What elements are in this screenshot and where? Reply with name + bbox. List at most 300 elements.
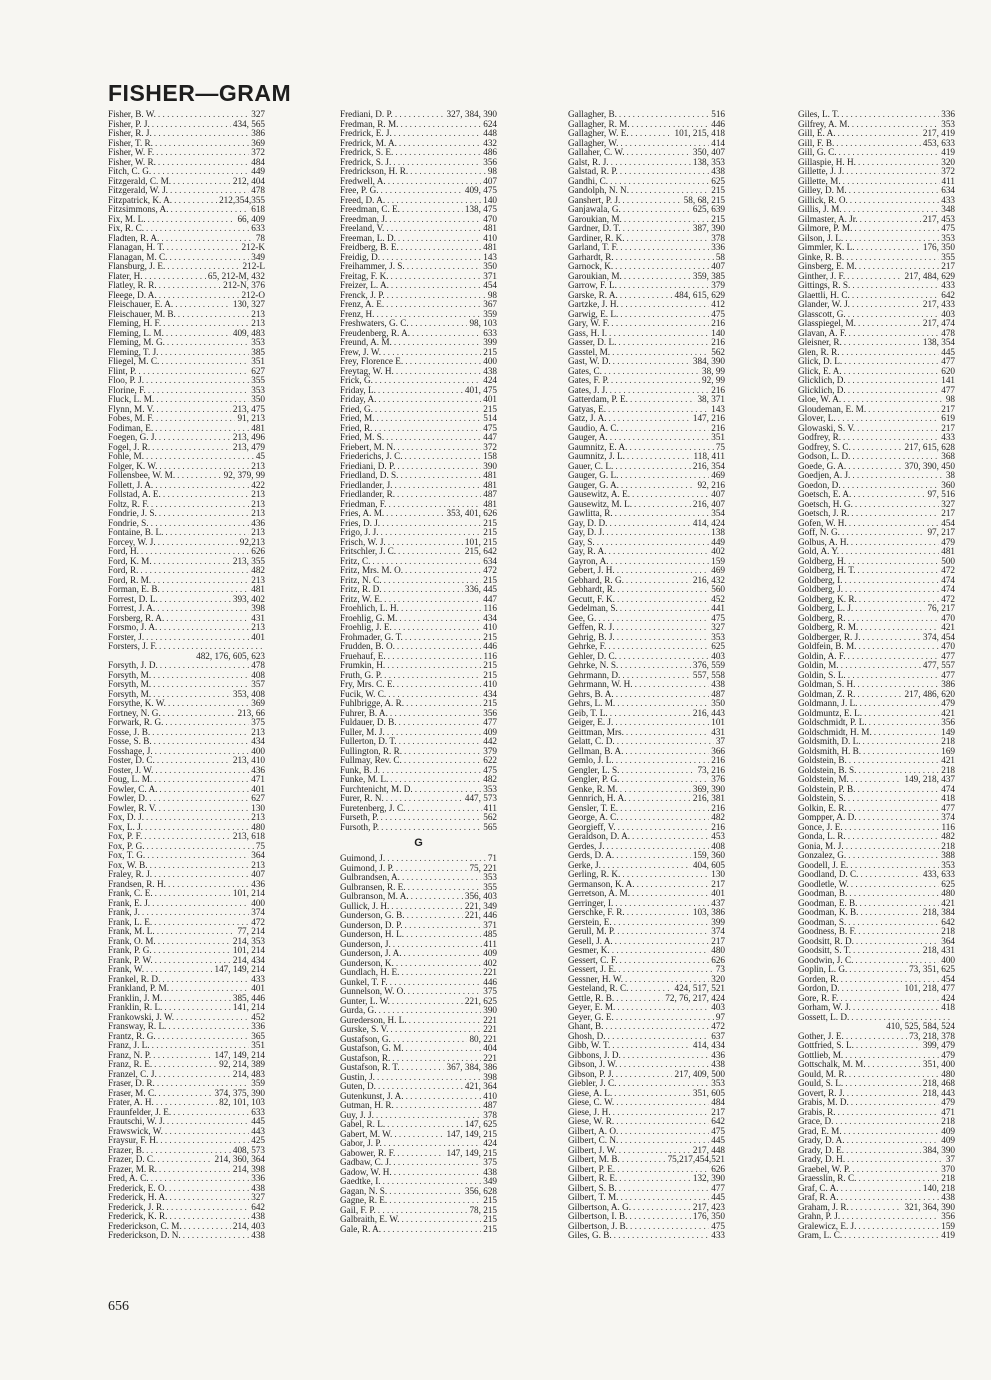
entry-name: Gemlo, J. L. [568, 756, 614, 765]
leader-dots [618, 338, 709, 348]
entry-name: Goodsitt, S. T. [798, 946, 852, 955]
leader-dots [637, 880, 710, 890]
entry-pages: 453, 633 [922, 138, 955, 148]
entry-pages: 215, 642 [464, 547, 497, 556]
index-entry [108, 386, 265, 396]
index-entry [108, 424, 265, 434]
leader-dots [611, 557, 710, 567]
entry-pages: 437 [711, 898, 725, 908]
entry-pages: 73, 216 [697, 765, 725, 775]
entry-pages: 355 [483, 882, 497, 892]
leader-dots [154, 775, 249, 785]
entry-name: Gausewitz, M. L. [568, 499, 633, 509]
entry-pages: 80, 221 [469, 1034, 497, 1044]
leader-dots [375, 405, 481, 415]
entry-name: Gurda, G. [340, 1006, 377, 1015]
leader-dots [176, 1013, 249, 1023]
entry-name: Fruehauf, E. [340, 651, 386, 661]
entry-pages: 482 [941, 832, 955, 841]
entry-name: Goedjen, A. J. [798, 471, 851, 480]
index-entry [340, 186, 497, 196]
leader-dots [853, 1003, 939, 1013]
entry-pages: 436 [251, 518, 265, 528]
leader-dots [155, 481, 249, 491]
index-entry [568, 367, 725, 377]
leader-dots [402, 873, 481, 883]
entry-name: Frank, M. L. [108, 927, 155, 936]
leader-dots [184, 1222, 231, 1232]
entry-pages: 480 [941, 1069, 955, 1079]
leader-dots [850, 861, 939, 871]
entry-pages: 634 [483, 556, 497, 566]
leader-dots [158, 1032, 250, 1042]
leader-dots [843, 433, 939, 443]
leader-dots [399, 737, 482, 747]
entry-pages: 410 [483, 680, 497, 689]
index-entry [340, 538, 497, 548]
entry-name: Godfrey, S. C. [798, 442, 851, 452]
entry-name: Grace, D. [798, 1117, 834, 1126]
entry-name: Gulbransen, R. E. [340, 882, 406, 892]
leader-dots [169, 1193, 249, 1203]
entry-name: Geittman, Mrs. [568, 727, 624, 737]
entry-name: Franz, J. L. [108, 1041, 150, 1050]
entry-name: Fraley, R. J. [108, 870, 153, 879]
entry-name: Frederickson, C. M. [108, 1221, 182, 1231]
entry-pages: 159, 360 [692, 851, 725, 860]
entry-pages: 353, 401, 626 [446, 509, 497, 518]
leader-dots [168, 1022, 249, 1032]
index-entry [568, 167, 725, 177]
entry-name: Gottlieb, M. [798, 1050, 844, 1060]
entry-pages: 562 [483, 813, 497, 822]
index-entry [568, 462, 725, 472]
leader-dots [386, 300, 481, 310]
entry-pages: 445 [251, 1117, 265, 1126]
entry-name: Gunderson, D. P. [340, 920, 403, 930]
entry-pages: 348 [941, 205, 955, 214]
entry-pages: 407 [711, 262, 725, 271]
entry-name: Forman, E. B. [108, 585, 160, 594]
index-entry [568, 709, 725, 719]
entry-pages: 433 [251, 974, 265, 984]
index-entry [568, 338, 725, 348]
entry-name: Graesslin, R. C. [798, 1174, 857, 1183]
leader-dots [627, 908, 691, 918]
entry-pages: 336 [251, 1174, 265, 1183]
leader-dots [386, 433, 481, 443]
entry-pages: 213 [251, 575, 265, 585]
entry-pages: 433 [711, 1231, 725, 1240]
entry-name: Fried, M. [340, 414, 375, 423]
entry-name: Germanson, K. A. [568, 879, 635, 889]
entry-name: Gulbrandsen, A. [340, 873, 400, 882]
index-entry [340, 892, 497, 902]
index-entry [108, 500, 265, 510]
leader-dots [848, 832, 940, 842]
leader-dots [386, 509, 444, 519]
leader-dots [608, 642, 709, 652]
entry-name: Gilbert, P. E. [568, 1164, 616, 1174]
leader-dots [411, 319, 468, 329]
entry-name: Goldstein, B. [798, 756, 847, 765]
entry-name: Glasscott, G. [798, 309, 846, 319]
leader-dots [138, 367, 249, 377]
entry-pages: 116 [483, 651, 497, 661]
index-entry [108, 633, 265, 643]
entry-name: Galst, R. J. [568, 157, 609, 167]
index-entry [108, 177, 265, 187]
leader-dots [146, 1146, 231, 1156]
entry-name: Fleming, H. F. [108, 319, 162, 328]
index-entry [108, 1146, 265, 1156]
leader-dots [615, 462, 691, 472]
index-entry [798, 576, 955, 586]
leader-dots [393, 1035, 468, 1045]
leader-dots [154, 737, 250, 747]
index-entry [798, 348, 955, 358]
index-entry [340, 1139, 497, 1149]
leader-dots [620, 139, 709, 149]
entry-pages: 217, 484, 629 [904, 271, 955, 281]
leader-dots [614, 1089, 691, 1099]
leader-dots [159, 642, 263, 652]
leader-dots [851, 1013, 953, 1023]
entry-name: Gebhard, R. G. [568, 575, 624, 585]
index-entry [108, 718, 265, 728]
leader-dots [157, 927, 236, 937]
index-entry [798, 129, 955, 139]
leader-dots [404, 756, 481, 766]
entry-pages: 472 [483, 566, 497, 575]
entry-pages: 38, 371 [697, 395, 725, 404]
entry-pages: 454 [941, 518, 955, 528]
leader-dots [395, 110, 445, 120]
index-entry [340, 1120, 497, 1130]
entry-pages: 449 [251, 167, 265, 176]
entry-name: Freund, A. M. [340, 338, 392, 347]
leader-dots [841, 1184, 921, 1194]
entry-pages: 212-N, 376 [223, 281, 265, 290]
entry-name: Gustafson, G. M. [340, 1044, 404, 1053]
entry-name: Flater, H. [108, 271, 143, 281]
index-entry [108, 899, 265, 909]
entry-name: Frederick, J. R. [108, 1202, 165, 1212]
leader-dots [394, 1168, 482, 1178]
index-entry [798, 794, 955, 804]
entry-name: Gardiner, R. K. [568, 233, 625, 243]
entry-name: Frank, P. G. [108, 946, 152, 955]
entry-pages: 409 [483, 727, 497, 737]
leader-dots [624, 272, 691, 282]
entry-pages: 350 [251, 395, 265, 404]
index-entry [340, 471, 497, 481]
index-entry [798, 1098, 955, 1108]
leader-dots [627, 234, 710, 244]
leader-dots [849, 965, 907, 975]
leader-dots [391, 902, 463, 912]
index-column-2 [340, 110, 497, 1234]
index-entry [108, 1127, 265, 1137]
entry-name: Frank, L. E. [108, 917, 153, 927]
leader-dots [159, 291, 240, 301]
index-entry [340, 1006, 497, 1016]
index-entry [568, 633, 725, 643]
leader-dots [852, 120, 940, 130]
leader-dots [838, 414, 940, 424]
entry-pages: 351 [251, 1041, 265, 1050]
entry-pages: 410, 525, 584, 524 [886, 1022, 955, 1031]
entry-pages: 402 [711, 547, 725, 556]
leader-dots [611, 376, 700, 386]
index-entry [108, 367, 265, 377]
entry-pages: 438 [483, 366, 497, 376]
entry-pages: 371 [483, 271, 497, 281]
leader-dots [404, 949, 482, 959]
index-entry [108, 243, 265, 253]
entry-pages: 101, 215, 418 [674, 129, 725, 138]
entry-pages: 374, 454 [922, 632, 955, 642]
leader-dots [393, 1158, 481, 1168]
entry-name: Giese, W. R. [568, 1117, 615, 1126]
entry-name: Fladten, R. A. [108, 233, 160, 243]
leader-dots [388, 177, 482, 187]
index-entry [340, 854, 497, 864]
entry-name: Fisher, T. R. [108, 138, 153, 148]
entry-pages: 421 [941, 756, 955, 765]
leader-dots [855, 956, 939, 966]
entry-name: Gore, R. F. [798, 993, 839, 1003]
index-entry [340, 1225, 497, 1235]
entry-pages: 401 [251, 632, 265, 642]
entry-name: Flansburg, J. E. [108, 262, 166, 271]
leader-dots [858, 1174, 939, 1184]
entry-name: Gleisner, R. [798, 338, 842, 347]
entry-pages: 213 [251, 509, 265, 518]
leader-dots [614, 918, 710, 928]
index-entry [568, 1108, 725, 1118]
entry-pages: 213, 475 [232, 404, 265, 414]
entry-name: Frawswick, W. [108, 1126, 163, 1136]
entry-name: Gehler, D. C. [568, 651, 617, 661]
entry-name: Gibb, W. T. [568, 1041, 611, 1050]
index-entry [568, 1041, 725, 1051]
leader-dots [849, 756, 939, 766]
index-entry [108, 1231, 265, 1241]
entry-pages: 408 [251, 670, 265, 680]
index-entry [798, 234, 955, 244]
entry-name: Gay, R. A. [568, 547, 607, 556]
entry-name: Gilbertson, A. G. [568, 1202, 632, 1212]
entry-name: Ginther, J. F. [798, 271, 846, 281]
entry-name: Flanagan, H. T. [108, 243, 165, 252]
entry-pages: 393, 402 [232, 594, 265, 604]
entry-name: Fraunfelder, J. E. [108, 1107, 172, 1117]
leader-dots [623, 205, 691, 215]
entry-pages: 350 [711, 699, 725, 708]
index-entry [568, 519, 725, 529]
entry-name: Frudden, B. O. [340, 642, 395, 651]
entry-name: Ganjawala, G. [568, 205, 621, 214]
index-entry [568, 272, 725, 282]
index-entry [568, 557, 725, 567]
entry-pages: 217, 409, 500 [674, 1069, 725, 1079]
index-entry [568, 680, 725, 690]
entry-pages: 147, 149, 214 [214, 1050, 265, 1060]
entry-pages: 448 [483, 129, 497, 138]
leader-dots [842, 348, 940, 358]
entry-name: Franz, R. E. [108, 1060, 153, 1069]
entry-pages: 411 [941, 176, 955, 186]
leader-dots [389, 1196, 481, 1206]
entry-name: Fisher, B. W. [108, 110, 156, 119]
entry-pages: 91, 213 [237, 414, 265, 423]
entry-name: Gadow, W. H. [340, 1167, 392, 1177]
entry-pages: 633 [483, 328, 497, 338]
entry-pages: 475 [711, 309, 725, 319]
entry-name: Gilmore, P. M. [798, 224, 853, 233]
entry-pages: 215 [483, 632, 497, 642]
index-entry [108, 433, 265, 443]
index-entry [108, 1079, 265, 1089]
leader-dots [372, 557, 481, 567]
leader-dots [169, 253, 249, 263]
entry-pages: 218, 443 [922, 1088, 955, 1098]
leader-dots [629, 1212, 690, 1222]
leader-dots [620, 804, 709, 814]
entry-name: Fullmay, Rev. C. [340, 756, 402, 765]
index-entry [798, 690, 955, 700]
index-entry [568, 728, 725, 738]
index-entry [798, 775, 955, 785]
index-entry [108, 775, 265, 785]
leader-dots [378, 395, 481, 405]
leader-dots [379, 1006, 482, 1016]
entry-pages: 409, 483 [232, 328, 265, 338]
index-entry [340, 348, 497, 358]
entry-pages: 369 [251, 699, 265, 708]
entry-pages: 421 [941, 898, 955, 908]
entry-name: Gaedtke, I. [340, 1177, 381, 1186]
entry-name: Furetenberg, J. C. [340, 803, 406, 813]
entry-pages: 560 [711, 585, 725, 594]
entry-name: Gundlach, H. E. [340, 968, 400, 977]
leader-dots [608, 405, 709, 415]
index-entry [798, 1174, 955, 1184]
entry-name: Forsmo, J. A. [108, 623, 158, 632]
index-entry [108, 585, 265, 595]
index-entry [568, 880, 725, 890]
entry-name: Genke, R. M. [568, 784, 618, 794]
entry-pages: 147, 149, 214 [214, 965, 265, 974]
leader-dots [158, 538, 238, 548]
entry-name: Fondrie, J. S. [108, 509, 157, 518]
entry-pages: 438 [251, 1231, 265, 1240]
entry-name: Fitzgerald, W. J. [108, 186, 168, 195]
leader-dots [619, 652, 709, 662]
index-entry [568, 310, 725, 320]
entry-pages: 408, 573 [232, 1145, 265, 1155]
entry-name: Goetsch, E. A. [798, 490, 852, 499]
entry-pages: 217, 453 [922, 214, 955, 224]
leader-dots [381, 813, 482, 823]
index-entry [340, 633, 497, 643]
entry-pages: 140, 218 [922, 1183, 955, 1193]
leader-dots [406, 930, 481, 940]
entry-pages: 359 [251, 1079, 265, 1088]
leader-dots [617, 737, 714, 747]
index-entry [108, 889, 265, 899]
entry-pages: 407 [251, 870, 265, 879]
entry-name: Flynn, M. V. [108, 404, 155, 414]
index-entry [798, 1193, 955, 1203]
entry-pages: 213 [251, 490, 265, 499]
entry-name: Fosse, S. B. [108, 737, 152, 746]
index-entry [108, 329, 265, 339]
entry-pages: 353 [941, 119, 955, 129]
leader-dots [158, 1089, 212, 1099]
entry-name: Goldberg, K. R. [798, 594, 857, 604]
leader-dots [157, 1155, 212, 1165]
index-entry [108, 357, 265, 367]
entry-name: Frick, G. [340, 376, 373, 385]
entry-name: Gilson, J. L. [798, 233, 844, 243]
entry-pages: 364 [251, 851, 265, 860]
index-entry [108, 376, 265, 386]
index-entry [340, 823, 497, 833]
entry-name: Golbus, A. H. [798, 537, 849, 547]
entry-pages: 216 [711, 756, 725, 765]
index-entry [340, 585, 497, 595]
index-entry [568, 1146, 725, 1156]
entry-name: Freeland, V. [340, 224, 385, 233]
index-entry [340, 262, 497, 272]
entry-pages: 213, 66 [237, 708, 265, 718]
leader-dots [843, 177, 940, 187]
index-entry [798, 718, 955, 728]
index-entry [568, 528, 725, 538]
entry-name: Gallagher, R. M. [568, 119, 630, 129]
entry-name: Gallagher, W. E. [568, 129, 629, 138]
index-entry [798, 443, 955, 453]
entry-name: Forsythe, K. W. [108, 699, 166, 708]
entry-name: Giles, G. B. [568, 1231, 612, 1240]
leader-dots [173, 1108, 249, 1118]
index-entry [798, 889, 955, 899]
index-entry [568, 756, 725, 766]
entry-pages: 486 [483, 148, 497, 157]
entry-name: Frohmader, G. T. [340, 632, 403, 642]
entry-name: Gould, S. L. [798, 1079, 844, 1088]
index-entry [340, 747, 497, 757]
leader-dots [394, 129, 481, 139]
entry-name: Gates, C. [568, 366, 602, 376]
index-entry [108, 661, 265, 671]
entry-name: Gilbert, J. W. [568, 1145, 617, 1155]
entry-pages: 400 [251, 898, 265, 908]
index-entry [108, 538, 265, 548]
entry-pages: 386 [251, 129, 265, 138]
index-entry [798, 281, 955, 291]
entry-name: Geyer, G. E. [568, 1012, 614, 1022]
index-entry [108, 272, 265, 282]
index-entry [108, 927, 265, 937]
leader-dots [856, 1041, 921, 1051]
leader-dots [630, 1222, 709, 1232]
leader-dots [153, 1051, 212, 1061]
entry-name: Fix, R. C. [108, 224, 144, 233]
index-entry [568, 1155, 725, 1165]
